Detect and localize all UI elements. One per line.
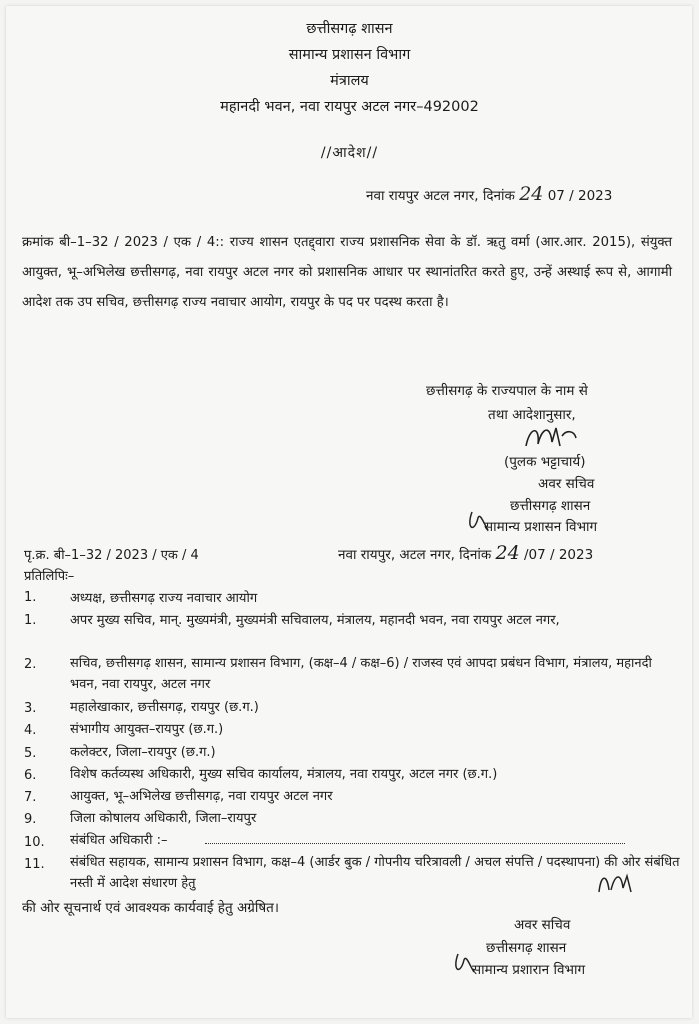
list-item: जिला कोषालय अधिकारी, जिला–रायपुर	[70, 811, 257, 826]
endorsement-date-prefix: नवा रायपुर, अटल नगर, दिनांक	[338, 547, 492, 563]
header-address: महानदी भवन, नवा रायपुर अटल नगर–492002	[220, 99, 479, 115]
endorsement-day-handwritten: 24	[495, 542, 520, 564]
list-item-number: 11.	[24, 857, 45, 872]
list-item-number: 10.	[24, 835, 45, 850]
order-title: //आदेश//	[320, 145, 379, 161]
blank-line	[205, 843, 625, 844]
order-body: क्रमांक बी–1–32 / 2023 / एक / 4:: राज्य शासन एतद्द्वारा राज्य प्रशासनिक सेवा के डॉ. ऋतु वर्मा (आर.आर. 2015), संयुक्त आयुक्त, भू–अभिलेख छत्तीसगढ़, नवा रायपुर अटल नगर को प्रशासनिक आधार पर स्थानांतरित करते हुए, उन्हें अस्थाई रूप से, आगामी आदेश तक उप सचिव, छत्तीसगढ़ राज्य नवाचार आयोग, रायपुर के पद पर पदस्थ करता है।	[22, 235, 672, 310]
signatory-office: छत्तीसगढ़ शासन	[510, 498, 591, 514]
endorsement-date	[338, 542, 593, 564]
order-line: तथा आदेशानुसार,	[488, 407, 576, 423]
governor-line: छत्तीसगढ़ के राज्यपाल के नाम से	[426, 383, 588, 399]
date-line	[366, 183, 612, 205]
forwarding-line: की ओर सूचनार्थ एवं आवश्यक कार्यवाई हेतु अग्रेषित।	[22, 900, 279, 916]
list-item-number: 2.	[24, 657, 37, 672]
signatory-designation: अवर सचिव	[538, 476, 595, 492]
date-prefix: नवा रायपुर अटल नगर, दिनांक	[366, 188, 515, 204]
list-item: संभागीय आयुक्त–रायपुर (छ.ग.)	[70, 722, 224, 737]
list-item: संबंधित अधिकारी :–	[70, 833, 168, 848]
signature-mark	[520, 416, 580, 456]
header-department: सामान्य प्रशासन विभाग	[288, 47, 411, 63]
initial-mark	[595, 868, 645, 898]
list-item-number: 5.	[24, 746, 37, 761]
list-item-number: 9.	[24, 812, 37, 827]
header-government: छत्तीसगढ़ शासन	[306, 21, 393, 37]
list-item-number: 7.	[24, 790, 37, 805]
signatory-department: सामान्य प्रशासन विभाग	[484, 519, 598, 535]
endorsement-date-rest: /07 / 2023	[523, 547, 594, 563]
list-item-number: 1.	[24, 590, 37, 605]
list-item: विशेष कर्तव्यस्थ अधिकारी, मुख्य सचिव कार्यालय, मंत्रालय, नवा रायपुर, अटल नगर (छ.ग.)	[70, 767, 498, 782]
signatory-name: (पुलक भट्टाचार्य)	[504, 454, 586, 470]
list-item-number: 4.	[24, 723, 37, 738]
bottom-department: सामान्य प्रशारान विभाग	[472, 962, 586, 978]
list-item: संबंधित सहायक, सामान्य प्रशासन विभाग, कक्ष–4 (आर्डर बुक / गोपनीय चरित्रावली / अचल संपत्ति / पदस्थापना) की ओर संबंधित नस्ती में आदेश संधारण हेतु	[70, 855, 680, 891]
endorsement-ref: पृ.क्र. बी–1–32 / 2023 / एक / 4	[24, 548, 199, 563]
list-item: सचिव, छत्तीसगढ़ शासन, सामान्य प्रशासन विभाग, (कक्ष–4 / कक्ष–6) / राजस्व एवं आपदा प्रबंधन विभाग, मंत्रालय, महानदी भवन, नवा रायपुर, अटल नगर	[70, 656, 652, 692]
list-item: अध्यक्ष, छत्तीसगढ़ राज्य नवाचार आयोग	[70, 591, 258, 606]
list-item: अपर मुख्य सचिव, मान्. मुख्यमंत्री, मुख्यमंत्री सचिवालय, मंत्रालय, महानदी भवन, नवा रायपुर अटल नगर,	[70, 613, 560, 628]
bottom-office: छत्तीसगढ़ शासन	[486, 940, 567, 956]
date-day-handwritten: 24	[519, 183, 544, 205]
list-item: आयुक्त, भू–अभिलेख छत्तीसगढ़, नवा रायपुर अटल नगर	[70, 789, 333, 804]
list-item-number: 3.	[24, 701, 37, 716]
list-item: महालेखाकार, छत्तीसगढ़, रायपुर (छ.ग.)	[70, 700, 259, 715]
date-rest: 07 / 2023	[547, 188, 613, 204]
list-item: कलेक्टर, जिला–रायपुर (छ.ग.)	[70, 745, 216, 760]
list-item-number: 1.	[24, 613, 37, 628]
bottom-designation: अवर सचिव	[514, 917, 571, 933]
list-item-number: 6.	[24, 768, 37, 783]
copy-label: प्रतिलिपिः–	[24, 569, 75, 584]
header-ministry: मंत्रालय	[330, 73, 369, 89]
